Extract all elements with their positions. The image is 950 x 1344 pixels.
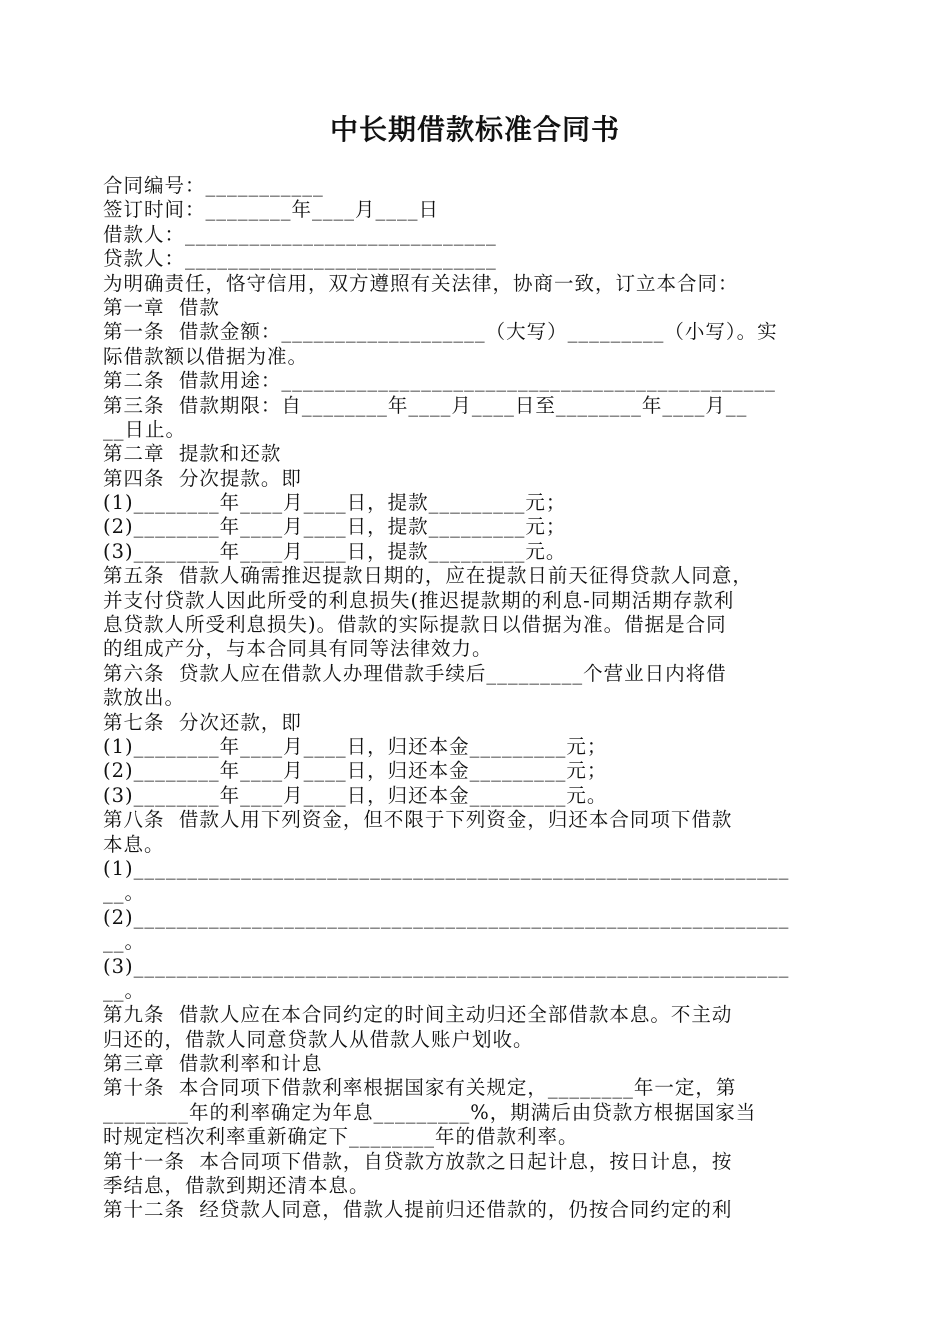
text-line: 并支付贷款人因此所受的利息损失(推迟提款期的利息-同期活期存款利 bbox=[103, 588, 735, 612]
text-line: 第三章 借款利率和计息 bbox=[103, 1052, 323, 1076]
text-line: 为明确责任，恪守信用，双方遵照有关法律，协商一致，订立本合同： bbox=[103, 271, 739, 295]
text-line: (3)________年____月____日，提款_________元。 bbox=[103, 539, 567, 563]
text-line: 第四条 分次提款。即 bbox=[103, 466, 302, 490]
text-line: (2)________年____月____日，归还本金_________元； bbox=[103, 759, 608, 783]
text-line: (3)________年____月____日，归还本金_________元。 bbox=[103, 783, 608, 807]
text-line: 本息。 bbox=[103, 832, 165, 856]
text-line: 第八条 借款人用下列资金，但不限于下列资金，归还本合同项下借款 bbox=[103, 808, 733, 832]
text-line: 时规定档次利率重新确定下________年的借款利率。 bbox=[103, 1125, 579, 1149]
text-line: 第一条 借款金额：___________________（大写）_________（小写）。实 bbox=[103, 320, 778, 344]
text-line: __日止。 bbox=[103, 417, 187, 441]
text-line: 第六条 贷款人应在借款人办理借款手续后_________个营业日内将借 bbox=[103, 661, 727, 685]
text-line: 第九条 借款人应在本合同约定的时间主动归还全部借款本息。不主动 bbox=[103, 1003, 733, 1027]
text-line: 第二章 提款和还款 bbox=[103, 442, 282, 466]
text-line: 第一章 借款 bbox=[103, 295, 220, 319]
text-line: 借款人：_____________________________ bbox=[103, 222, 497, 246]
document-body bbox=[103, 174, 853, 1223]
text-line: 第二条 借款用途：______________________________________________ bbox=[103, 369, 776, 393]
text-line: 际借款额以借据为准。 bbox=[103, 344, 309, 368]
text-line: 第三条 借款期限：自________年____月____日至________年____月__ bbox=[103, 393, 748, 417]
text-line: 合同编号：___________ bbox=[103, 174, 324, 197]
text-line: (2)_____________________________________________________________ bbox=[103, 905, 790, 929]
text-line: 第五条 借款人确需推迟提款日期的，应在提款日前天征得贷款人同意， bbox=[103, 564, 753, 588]
text-line: 第十条 本合同项下借款利率根据国家有关规定，________年一定，第 bbox=[103, 1076, 737, 1100]
text-line: (1)________年____月____日，归还本金_________元； bbox=[103, 734, 608, 758]
text-line: 息贷款人所受利息损失)。借款的实际提款日以借据为准。借据是合同 bbox=[103, 613, 727, 637]
text-line: ________年的利率确定为年息_________%，期满后由贷款方根据国家当 bbox=[103, 1100, 757, 1124]
text-line: __。 bbox=[103, 930, 146, 954]
text-line: 签订时间：________年____月____日 bbox=[103, 198, 440, 222]
text-line: __。 bbox=[103, 978, 146, 1002]
text-line: 款放出。 bbox=[103, 686, 186, 710]
text-line: 季结息，借款到期还清本息。 bbox=[103, 1174, 370, 1198]
document-title: 中长期借款标准合同书 bbox=[329, 113, 620, 146]
text-line: 贷款人：_____________________________ bbox=[103, 247, 497, 271]
text-line: 归还的，借款人同意贷款人从借款人账户划收。 bbox=[103, 1027, 534, 1051]
text-line: __。 bbox=[103, 881, 146, 905]
text-line: (1)_____________________________________________________________ bbox=[103, 856, 790, 880]
text-line: (2)________年____月____日，提款_________元； bbox=[103, 515, 567, 539]
text-line: (1)________年____月____日，提款_________元； bbox=[103, 491, 567, 515]
text-line: 的组成产分，与本合同具有同等法律效力。 bbox=[103, 637, 493, 661]
text-line: 第七条 分次还款，即 bbox=[103, 710, 302, 734]
text-line: 第十二条 经贷款人同意，借款人提前归还借款的，仍按合同约定的利 bbox=[103, 1198, 733, 1222]
text-line: (3)_____________________________________________________________ bbox=[103, 954, 790, 978]
text-line: 第十一条 本合同项下借款，自贷款方放款之日起计息，按日计息，按 bbox=[103, 1149, 733, 1173]
